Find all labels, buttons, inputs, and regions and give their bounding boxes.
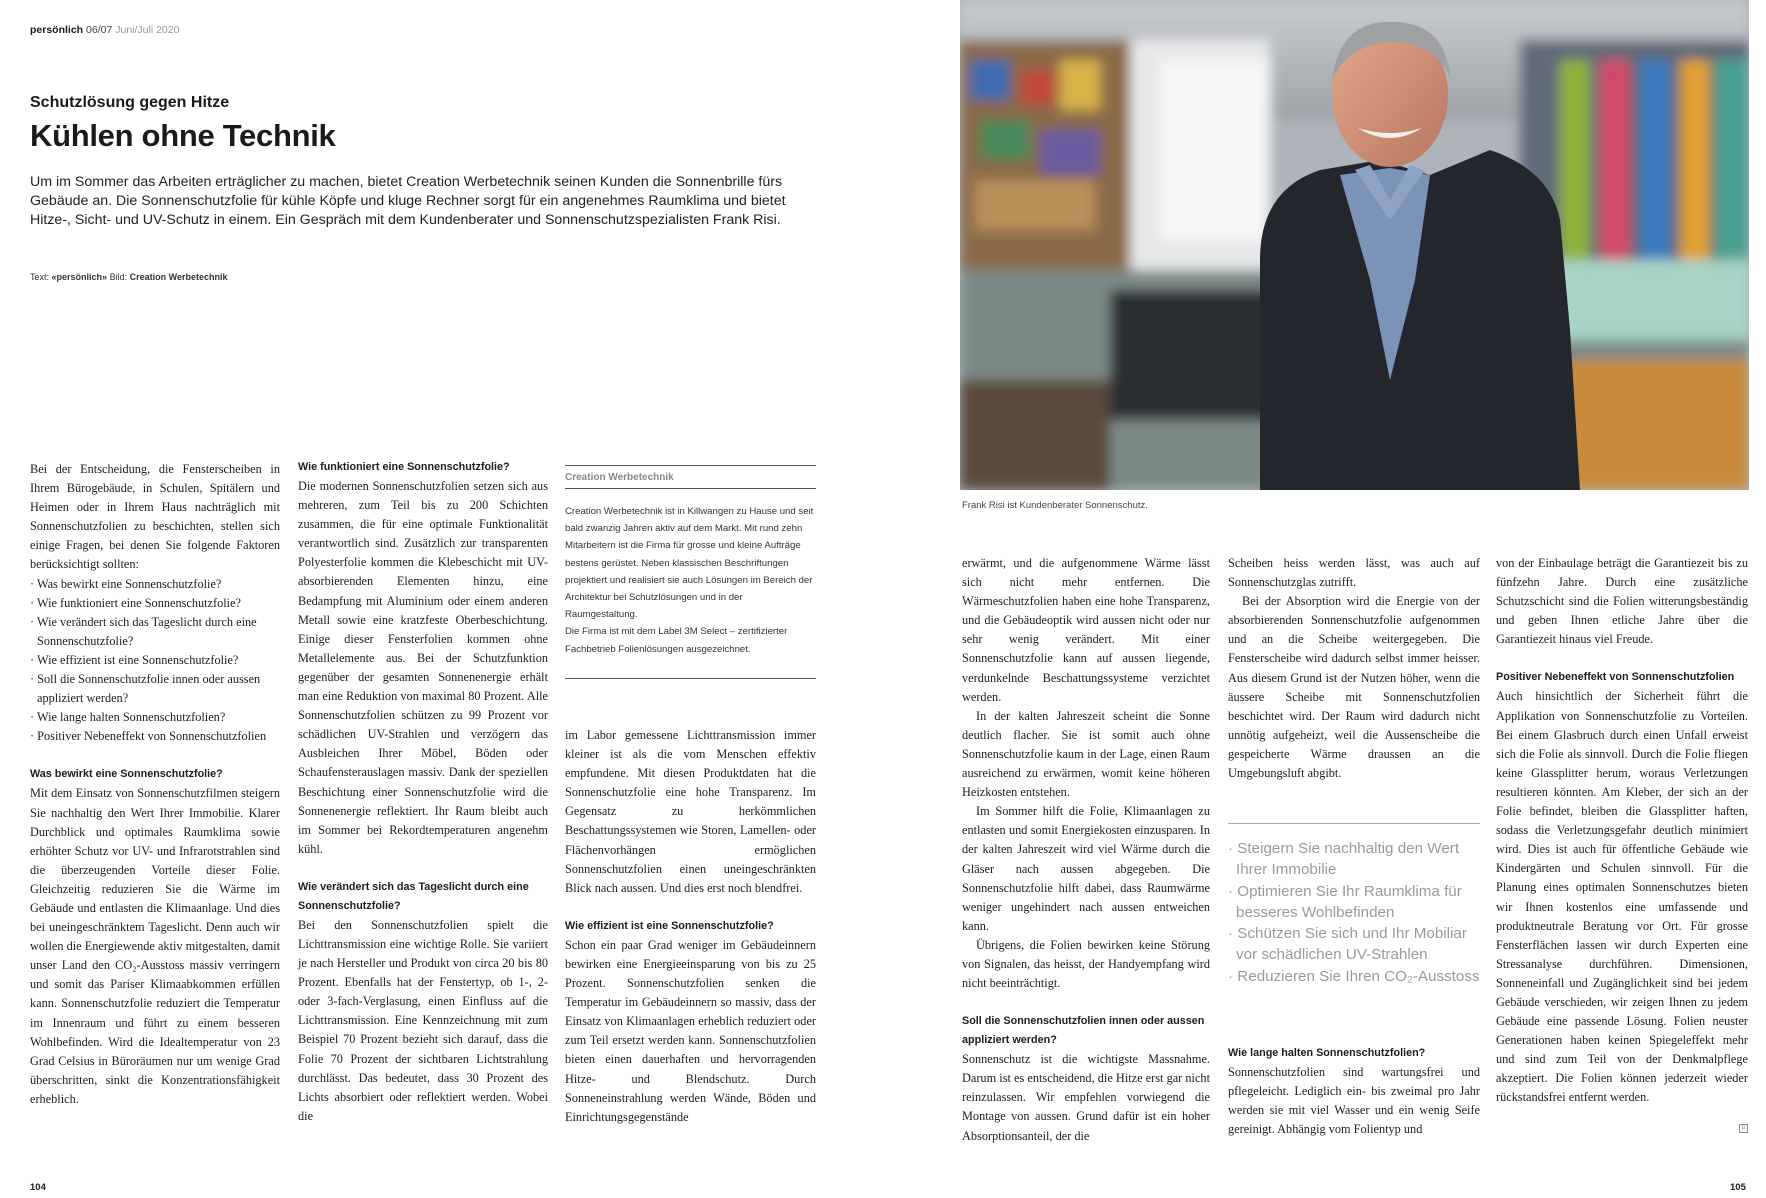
- body-paragraph: erwärmt, und die aufgenommene Wärme lässt sich nicht mehr entfernen. Die Wärmeschutzfolien haben eine hohe Transparenz, und die Gebäudeoptik wird aussen nicht oder nur sehr wenig verändert. Mit einer Sonnenschutzfolie kann auf aussen liegende, verdunkelnde Beschattungssysteme verzichtet werden.: [962, 556, 1210, 704]
- pullquote-item: · Steigern Sie nachhaltig den Wert Ihrer Immobilie: [1228, 840, 1460, 879]
- page-number-right: 105: [1730, 1182, 1746, 1193]
- body-paragraph: Die modernen Sonnenschutzfolien setzen sich aus mehreren, zum Teil bis zu 200 Schichten zusammen, die für eine optimale Funktionalität verantwortlich sind. Zusätzlich zur transparenten Polyesterfolie kommen die Klebeschicht mit UV-absorbierenden Elementen hinzu, eine Bedampfung mit Aluminium oder einem anderen Metall sowie eine kratzfeste Oberbeschichtung. Einige dieser Fensterfolien kommen ohne Metallelemente aus. Bei der Schutzfunktion gegenüber der gesamten Sonnenenergie erhält man eine Reduktion von maximal 80 Prozent. Alle Sonnenschutzfolien schützen zu 99 Prozent vor schädlichen UV-Strahlen und verzögern das Ausbleichen Ihrer Möbel, Böden oder Schaufensterauslagen massiv. Dank der speziellen Beschichtung einer Sonnenschutzfolie wird die Sonnenenergie reflektiert. Ihr Raum bleibt auch im Sommer bei Rekordtemperaturen angenehm kühl.: [298, 479, 548, 856]
- column-5-bottom: [1228, 1044, 1480, 1139]
- list-item: · Soll die Sonnenschutzfolie innen oder aussen appliziert werden?: [30, 672, 261, 706]
- end-mark-icon: p: [1739, 1124, 1748, 1133]
- section-heading: Wie lange halten Sonnenschutzfolien?: [1228, 1047, 1426, 1059]
- list-item: · Positiver Nebeneffekt von Sonnenschutzfolien: [30, 729, 267, 744]
- column-1: [30, 460, 280, 1109]
- page-number-left: 104: [30, 1182, 46, 1193]
- credit-text-author: «persönlich»: [51, 272, 108, 282]
- company-infobox: [565, 465, 816, 679]
- article-kicker: Schutzlösung gegen Hitze: [30, 94, 230, 111]
- column-3: [565, 726, 816, 1127]
- article-title: Kühlen ohne Technik: [30, 118, 336, 153]
- section-heading: Positiver Nebeneffekt von Sonnenschutzfolien: [1496, 671, 1735, 684]
- credit-text-label: Text:: [30, 272, 50, 282]
- masthead: [30, 24, 179, 36]
- list-item: · Wie lange halten Sonnenschutzfolien?: [30, 710, 226, 725]
- section-heading: Wie funktioniert eine Sonnenschutzfolie?: [298, 461, 510, 473]
- column-2: [298, 458, 548, 1126]
- body-paragraph: Bei den Sonnenschutzfolien spielt die Lichttransmission eine wichtige Rolle. Sie variiert je nach Hersteller und Produkt von circa 20 bis 80 Prozent. Ebenfalls hat der Fenstertyp, ob 1-, 2- oder 3-fach-Verglasung, einen Einfluss auf die Lichttransmission. Eine Kennzeichnung mit zum Beispiel 70 Prozent bezieht sich darauf, dass die Folie 70 Prozent der sichtbaren Lichtstrahlung durchlässt. Das bedeutet, dass 30 Prozent des Lichts absorbiert oder reflektiert werden. Wobei die: [298, 917, 548, 1123]
- list-item: · Wie funktioniert eine Sonnenschutzfolie?: [30, 595, 241, 610]
- list-item: · Wie effizient ist eine Sonnenschutzfolie?: [30, 652, 239, 667]
- magazine-brand: persönlich: [30, 24, 84, 36]
- photo-caption: Frank Risi ist Kundenberater Sonnenschutz.: [962, 500, 1148, 511]
- body-paragraph: Im Sommer hilft die Folie, Klimaanlagen zu entlasten und somit Energiekosten einzusparen. In der kalten Jahreszeit wird viel Wärme durch die Gläser nach aussen abgegeben. Die Sonnenschutzfolie hilft dabei, dass Raumwärme weniger ungehindert nach aussen entweichen kann.: [962, 804, 1210, 933]
- body-paragraph: Auch hinsichtlich der Sicherheit führt die Applikation von Sonnenschutzfolie zu Vorteilen. Bei einem Glasbruch durch einen Unfall erweist sich die Folie als sinnvoll. Durch die Folie fliegen keine Glassplitter herum, woraus Verletzungen resultieren könnten. Am Kleber, der sich an der Folie befindet, bleiben die Glassplitter haften, sodass die Verletzungsgefahr deutlich minimiert wird. Dies ist auch für öffentliche Gebäude wie Kindergärten und Schulen sinnvoll. Für die Planung eines optimalen Sonnenschutzes bieten wir Ihnen kostenlos eine umfassende und produktneutrale Beratung vor Ort. Für grosse Fensterflächen lassen wir durch Experten eine Stressanalyse durchführen. Dimensionen, Sonneneinfall und Zugänglichkeit sind bei jedem Gebäude verschieden, wir zeigen Ihnen zu jedem Gebäude eine passende Lösung. Folien neuster Generationen haben keinen Spiegeleffekt mehr und sind zum Teil von der Denkmalpflege akzeptiert. Die Folien können jederzeit wieder rückstandsfrei entfernt werden.: [1496, 689, 1748, 1105]
- section-heading: Was bewirkt eine Sonnenschutzfolie?: [30, 768, 223, 781]
- infobox-title: Creation Werbetechnik: [565, 466, 816, 489]
- portrait-image: [960, 0, 1749, 490]
- article-credit: [30, 272, 227, 282]
- section-heading: Wie effizient ist eine Sonnenschutzfolie?: [565, 919, 774, 932]
- body-paragraph: Sonnenschutz ist die wichtigste Massnahme. Darum ist es entscheidend, die Hitze erst gar nicht reinzulassen. Wir empfehlen vorwiegend die Montage von aussen. Grund dafür ist ein hoher Absorptionsanteil, der die: [962, 1052, 1210, 1143]
- section-heading: Soll die Sonnenschutzfolien innen oder aussen appliziert werden?: [962, 1015, 1205, 1047]
- issue-date: Juni/Juli 2020: [115, 24, 180, 36]
- column-6: [1496, 554, 1748, 1108]
- body-paragraph: von der Einbaulage beträgt die Garantiezeit bis zu fünfzehn Jahre. Durch eine zusätzliche Schutzschicht sind die Folien witterungsbeständig und geben Ihnen etliche Jahre über die Garantiezeit hinaus viel Freude.: [1496, 556, 1748, 647]
- intro-paragraph: Bei der Entscheidung, die Fensterscheiben in Ihrem Bürogebäude, in Schulen, Spitälern und Heimen oder in Ihrem Haus nachträglich mit Sonnenschutzfolien zu beschichten, stellen sich einige Fragen, bei denen Sie folgende Faktoren berücksichtigt sollten:: [30, 462, 280, 572]
- column-5: [1228, 554, 1480, 783]
- pullquote-item: · Reduzieren Sie Ihren CO₂-Ausstoss: [1228, 967, 1480, 985]
- pullquote-list: [1228, 823, 1480, 987]
- article-lead: Um im Sommer das Arbeiten erträglicher zu machen, bietet Creation Werbetechnik seinen Kunden die Sonnenbrille fürs Gebäude an. Die Sonnenschutzfolie für kühle Köpfe und kluge Rechner sorgt für ein angenehmes Raumklima und bietet Hitze-, Sicht- und UV-Schutz in einem. Ein Gespräch mit dem Kundenberater und Sonnenschutzspezialisten Frank Risi.: [30, 174, 786, 228]
- infobox-body: Creation Werbetechnik ist in Killwangen zu Hause und seit bald zwanzig Jahren aktiv auf dem Markt. Mit rund zehn Mitarbeitern ist die Firma für grosse und kleine Aufträge bestens gerüstet. Neben klassischen Beschriftungen projektiert und realisiert sie auch Lösungen im Bereich der Architektur bei Schutzlösungen und in der Raumgestaltung. Die Firma ist mit dem Label 3M Select – zertifizierter Fachbetrieb Folienlösungen ausgezeichnet.: [565, 506, 814, 655]
- credit-image-author: Creation Werbetechnik: [129, 272, 228, 282]
- pullquote-item: · Schützen Sie sich und Ihr Mobiliar vor schädlichen UV-Strahlen: [1228, 925, 1467, 964]
- body-paragraph: Schon ein paar Grad weniger im Gebäudeinnern bewirken eine Energieeinsparung von bis zu 25 Prozent. Sonnenschutzfolien senken die Temperatur im Gebäudeinnern so massiv, dass der Einsatz von Klimaanlagen erheblich reduziert oder zum Teil ersetzt werden kann. Sonnenschutzfolien bieten einen dauerhaften und hervorragenden Hitze- und Blendschutz. Durch Sonneneinstrahlung werden Wände, Böden und Einrichtungsgegenstände: [565, 937, 816, 1124]
- body-paragraph: Scheiben heiss werden lässt, was auch auf Sonnenschutzglas zutrifft.: [1228, 556, 1480, 590]
- body-paragraph: Bei der Absorption wird die Energie von der absorbierenden Sonnenschutzfolie aufgenommen und an die Scheibe weitergegeben. Die Fensterscheibe wird dadurch selbst immer heisser. Aus diesem Grund ist der Nutzen höher, wenn die äussere Scheibe mit Sonnenschutzfolien beschichtet wird. Der Raum wird dadurch nicht unnötig aufgeheizt, weil die Aussenscheibe die gespeicherte Wärme draussen an die Umgebungsluft abgibt.: [1228, 594, 1480, 781]
- issue-number: 06/07: [86, 24, 113, 36]
- body-paragraph: Sonnenschutzfolien sind wartungsfrei und pflegeleicht. Lediglich ein- bis zweimal pro Jahr werden sie mit viel Wasser und ein wenig Seife gereinigt. Abhängig vom Folientyp und: [1228, 1065, 1480, 1137]
- question-list: [30, 575, 280, 747]
- body-paragraph: im Labor gemessene Lichttransmission immer kleiner ist als die vom Menschen effektiv empfundene. Mit diesen Produktdaten hat die Sonnenschutzfolie eine hohe Transparenz. Im Gegensatz zu herkömmlichen Beschattungssystemen wie Storen, Lamellen- oder Flächenvorhängen ermöglichen Sonnenschutzfolien einen uneingeschränkten Blick nach aussen. Und dies erst noch blendfrei.: [565, 728, 816, 895]
- pullquote-item: · Optimieren Sie Ihr Raumklima für besseres Wohlbefinden: [1228, 882, 1462, 921]
- list-item: · Wie verändert sich das Tageslicht durch eine Sonnenschutzfolie?: [30, 614, 257, 648]
- body-paragraph: In der kalten Jahreszeit scheint die Sonne deutlich flacher. Sie ist somit auch ohne Sonnenschutzfolie kaum in der Lage, einen Raum ausreichend zu erwärmen, womit keine höheren Heizkosten entstehen.: [962, 708, 1210, 800]
- body-paragraph: Übrigens, die Folien bewirken keine Störung von Signalen, das heisst, der Handyempfang wird nicht beeinträchtigt.: [962, 937, 1210, 991]
- portrait-photo: [960, 0, 1749, 490]
- section-heading: Wie verändert sich das Tageslicht durch eine Sonnenschutzfolie?: [298, 880, 529, 912]
- list-item: · Was bewirkt eine Sonnenschutzfolie?: [30, 576, 222, 591]
- credit-image-label: Bild:: [109, 272, 128, 282]
- column-4: [962, 554, 1210, 1146]
- body-paragraph: Mit dem Einsatz von Sonnenschutzfilmen steigern Sie nachhaltig den Wert Ihrer Immobilie. Klarer Durchblick und optimales Raumklima sowie erhöhter Schutz vor UV- und Infrarotstrahlen sind die überzeugenden Vorteile dieser Folie. Gleichzeitig reduzieren Sie die Wärme im Gebäude und entlasten die Klimaanlage. Und dies bei uneingeschränktem Tageslicht. Denn auch wir wollen die Energiewende aktiv mitgestalten, damit unser Land den CO₂-Ausstoss massiv verringern und somit das Pariser Klimaabkommen erfüllen kann. Sonnenschutzfolie reduziert die Temperatur im Innenraum und führt zu einem besseren Wohlbefinden. Wird die Idealtemperatur von 23 Grad Celsius in Büroräumen nur um wenige Grad überschritten, sinkt die Konzentrationsfähigkeit erheblich.: [30, 786, 280, 1106]
